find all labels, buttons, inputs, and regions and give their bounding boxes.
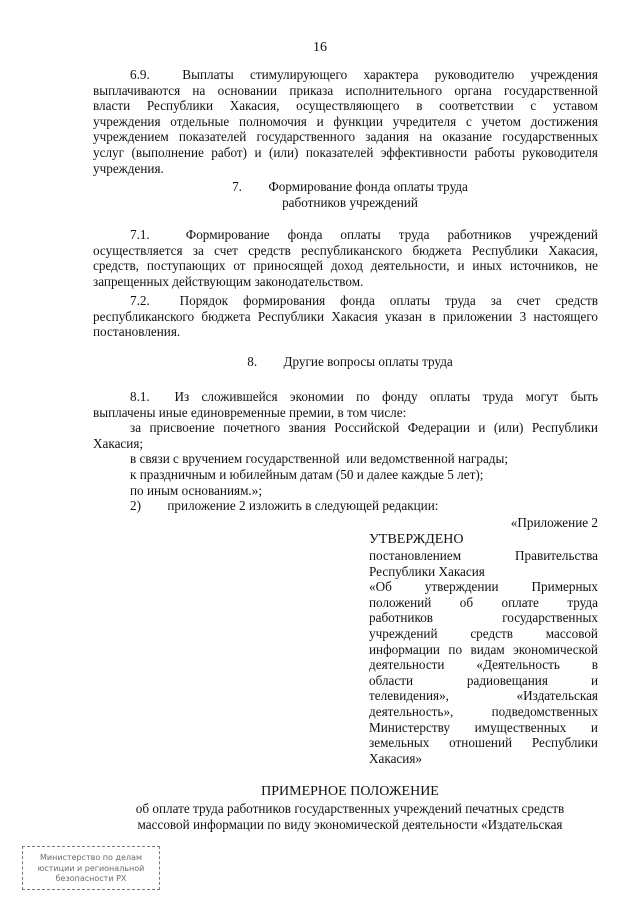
- heading-line: работников учреждений: [282, 194, 418, 210]
- text-line: Хакасия;: [93, 435, 144, 451]
- text-line: запрещенных действующим законодательством.: [93, 273, 364, 289]
- text-line: учреждением показателей государственного задания на оказание государственных: [93, 129, 598, 145]
- subtitle-line: массовой информации по виду экономической деятельности «Издательская: [137, 816, 563, 832]
- heading-line: 8. Другие вопросы оплаты труда: [247, 354, 453, 369]
- approved-line: деятельности «Деятельность в: [369, 657, 598, 673]
- text-line: 2) приложение 2 изложить в следующей редакции:: [130, 498, 439, 514]
- approved-line: «Об утверждении Примерных: [369, 579, 598, 595]
- text-line: по иным основаниям.»;: [130, 482, 262, 498]
- text-line: выплачены иные единовременные премии, в том числе:: [93, 404, 407, 420]
- approved-line: Хакасия»: [369, 750, 423, 766]
- text-line: 6.9. Выплаты стимулирующего характера руководителю учреждения: [130, 67, 598, 82]
- approved-line: информации по видам экономической: [369, 641, 598, 657]
- text-line: услуг (выполнение работ) и (или) показателей эффективности работы руководителя: [93, 144, 598, 160]
- approved-line: положений об оплате труда: [369, 594, 598, 610]
- text-line: к праздничным и юбилейным датам (50 и далее каждые 5 лет);: [130, 466, 484, 482]
- approved-line: Республики Хакасия: [369, 563, 485, 579]
- stamp-line: безопасности РХ: [55, 874, 127, 883]
- approved-block: [369, 531, 598, 766]
- approved-line: Министерству имущественных и: [369, 719, 598, 735]
- text-line: республиканского бюджета Республики Хакасия указан в приложении 3 настоящего: [93, 308, 598, 324]
- text-line: власти Республики Хакасия, осуществляющего в соответствии с уставом: [93, 98, 598, 114]
- subtitle-line: об оплате труда работников государственных учреждений печатных средств: [135, 801, 565, 816]
- appendix-label: «Приложение 2: [510, 515, 598, 530]
- paragraph-7-2: [93, 293, 598, 340]
- approved-line: постановлением Правительства: [369, 548, 598, 563]
- text-line: 8.1. Из сложившейся экономии по фонду оплаты труда могут быть: [130, 389, 598, 404]
- paragraph-7-1: [93, 227, 598, 289]
- paragraph-6-9: [93, 67, 598, 176]
- approved-line: деятельность», подведомственных: [369, 703, 598, 719]
- text-line: средств, поступающих от приносящей доход деятельности, и иных источников, не: [93, 258, 598, 274]
- approved-line: учреждений средств массовой: [369, 625, 598, 641]
- approved-line: области радиовещания и: [369, 672, 598, 688]
- paragraph-8-1: [93, 389, 598, 514]
- section-8-heading: [60, 354, 640, 370]
- approved-line: земельных отношений Республики: [369, 735, 598, 751]
- text-line: 7.1. Формирование фонда оплаты труда работников учреждений: [130, 227, 598, 242]
- text-line: постановления.: [93, 324, 181, 340]
- text-line: 7.2. Порядок формирования фонда оплаты труда за счет средств: [130, 293, 598, 308]
- page-number: 16: [313, 40, 327, 55]
- approved-line: телевидения», «Издательская: [369, 688, 598, 704]
- stamp-line: юстиции и региональной: [37, 863, 145, 873]
- example-position-title: ПРИМЕРНОЕ ПОЛОЖЕНИЕ: [261, 784, 439, 799]
- registration-stamp: [22, 846, 160, 890]
- example-position-subtitle: [60, 801, 640, 832]
- text-line: за присвоение почетного звания Российской Федерации и (или) Республики: [130, 420, 598, 436]
- approved-line: работников государственных: [369, 610, 598, 626]
- text-line: учреждения отдельные полномочия и функции учредителя с учетом достижения: [93, 113, 598, 129]
- text-line: в связи с вручением государственной или ведомственной награды;: [130, 451, 509, 467]
- stamp-line: Министерство по делам: [40, 853, 142, 862]
- section-7-heading: [60, 179, 640, 210]
- text-line: осуществляется за счет средств республиканского бюджета Республики Хакасия,: [93, 242, 598, 258]
- text-line: выплачиваются на основании приказа исполнительного органа государственной: [93, 82, 598, 98]
- heading-line: 7. Формирование фонда оплаты труда: [232, 179, 468, 194]
- approved-title: УТВЕРЖДЕНО: [369, 532, 464, 547]
- text-line: учреждения.: [93, 160, 164, 176]
